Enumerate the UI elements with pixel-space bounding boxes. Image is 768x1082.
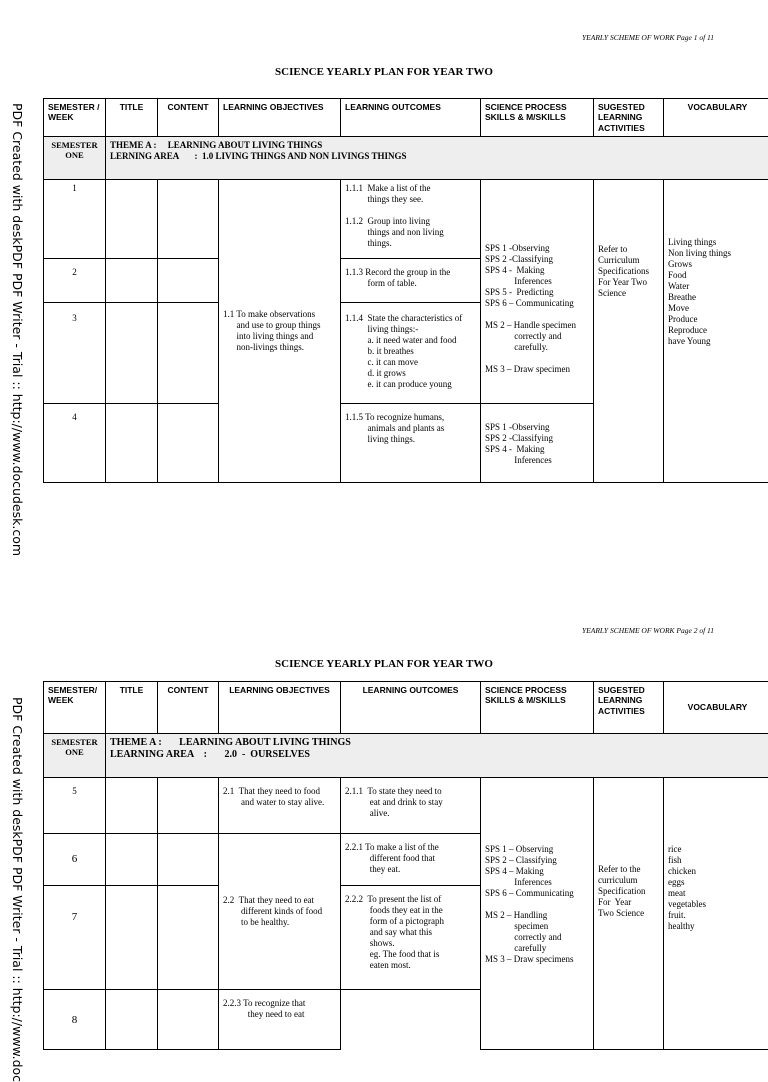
content-cell <box>158 180 219 259</box>
content-cell <box>158 778 219 834</box>
week-number: 1 <box>44 180 106 259</box>
week-number: 5 <box>44 778 106 834</box>
header-row <box>44 682 768 734</box>
title-cell <box>106 886 158 990</box>
suggested-activities: Refer to Curriculum Specifications For Year Two Science <box>594 180 664 483</box>
semester-label: SEMESTER ONE <box>44 137 106 180</box>
title-cell <box>106 834 158 886</box>
content-cell <box>158 259 219 303</box>
column-header: LEARNING OUTCOMES <box>341 682 481 734</box>
title-cell <box>106 404 158 483</box>
column-header: LEARNING OUTCOMES <box>341 99 481 137</box>
learning-outcome: 1.1.4 State the characteristics of living things:- a. it need water and food b. it breathes c. it can move d. it grows e. it can produce young <box>341 303 481 404</box>
learning-area-line: LEARNING AREA : 2.0 - OURSELVES <box>110 749 767 761</box>
semester-label: SEMESTER ONE <box>44 734 106 778</box>
week-number: 6 <box>44 834 106 886</box>
learning-outcome: 2.2.1 To make a list of the different food that they eat. <box>341 834 481 886</box>
theme-cell <box>106 137 768 180</box>
week-number: 3 <box>44 303 106 404</box>
vocabulary-list: Living things Non living things Grows Food Water Breathe Move Produce Reproduce have Young <box>664 180 768 483</box>
title-cell <box>106 180 158 259</box>
table-row <box>44 180 768 259</box>
content-cell <box>158 886 219 990</box>
theme-row <box>44 137 768 180</box>
week-number: 2 <box>44 259 106 303</box>
content-cell <box>158 303 219 404</box>
running-header: YEARLY SCHEME OF WORK Page 1 of 11 <box>582 33 714 42</box>
document-page-2 <box>0 600 768 1024</box>
content-cell <box>158 404 219 483</box>
watermark-text: PDF Created with deskPDF PDF Writer - Trial :: http://www.doc <box>10 697 25 1082</box>
column-header: SUGESTED LEARNING ACTIVITIES <box>594 682 664 734</box>
process-skills: SPS 1 -Observing SPS 2 -Classifying SPS 4 - Making Inferences <box>481 404 594 483</box>
learning-outcome: 1.1.3 Record the group in the form of table. <box>341 259 481 303</box>
theme-row <box>44 734 768 778</box>
column-header: VOCABULARY <box>664 682 768 734</box>
content-cell <box>158 834 219 886</box>
learning-outcome: 1.1.5 To recognize humans, animals and plants as living things. <box>341 404 481 483</box>
vocabulary-list: rice fish chicken eggs meat vegetables fruit. healthy <box>664 778 768 1050</box>
title-cell <box>106 778 158 834</box>
column-header: TITLE <box>106 682 158 734</box>
column-header: SUGESTED LEARNING ACTIVITIES <box>594 99 664 137</box>
learning-outcome: 1.1.1 Make a list of the things they see. 1.1.2 Group into living things and non living things. <box>341 180 481 259</box>
yearly-plan-table <box>43 98 768 483</box>
process-skills: SPS 1 -Observing SPS 2 -Classifying SPS 4 - Making Inferences SPS 5 - Predicting SPS 6 – Communicating MS 2 – Handle specimen correctly and carefully. MS 3 – Draw specimen <box>481 180 594 404</box>
running-header: YEARLY SCHEME OF WORK Page 2 of 11 <box>582 626 714 635</box>
column-header: VOCABULARY <box>664 99 768 137</box>
content-cell <box>158 990 219 1050</box>
header-row <box>44 99 768 137</box>
theme-line: THEME A : LEARNING ABOUT LIVING THINGS <box>110 737 767 749</box>
page-title: SCIENCE YEARLY PLAN FOR YEAR TWO <box>0 658 768 670</box>
column-header: LEARNING OBJECTIVES <box>219 99 341 137</box>
learning-outcome: 2.2.3 To recognize that they need to eat <box>219 990 341 1050</box>
yearly-plan-table <box>43 681 768 1050</box>
page-title: SCIENCE YEARLY PLAN FOR YEAR TWO <box>0 66 768 78</box>
column-header: CONTENT <box>158 99 219 137</box>
title-cell <box>106 259 158 303</box>
column-header: SEMESTER/ WEEK <box>44 682 106 734</box>
column-header: TITLE <box>106 99 158 137</box>
learning-objective: 1.1 To make observations and use to group things into living things and non-livings things. <box>219 180 341 483</box>
learning-objective: 2.1 That they need to food and water to stay alive. <box>219 778 341 834</box>
column-header: LEARNING OBJECTIVES <box>219 682 341 734</box>
title-cell <box>106 303 158 404</box>
column-header: SCIENCE PROCESS SKILLS & M/SKILLS <box>481 682 594 734</box>
title-cell <box>106 990 158 1050</box>
week-number: 7 <box>44 886 106 990</box>
suggested-activities: Refer to the curriculum Specification For Year Two Science <box>594 778 664 1050</box>
learning-outcome: 2.1.1 To state they need to eat and drink to stay alive. <box>341 778 481 834</box>
week-number: 4 <box>44 404 106 483</box>
watermark-text: PDF Created with deskPDF PDF Writer - Trial :: http://www.docudesk.com <box>10 103 25 556</box>
theme-cell <box>106 734 768 778</box>
column-header: SEMESTER / WEEK <box>44 99 106 137</box>
week-number: 8 <box>44 990 106 1050</box>
process-skills: SPS 1 – Observing SPS 2 – Classifying SPS 4 – Making Inferences SPS 6 – Communicating MS 2 – Handling specimen correctly and carefully MS 3 – Draw specimens <box>481 778 594 1050</box>
learning-outcome: 2.2.2 To present the list of foods they eat in the form of a pictograph and say what this shows. eg. The food that is eaten most. <box>341 886 481 990</box>
theme-line: THEME A : LEARNING ABOUT LIVING THINGS <box>110 140 767 151</box>
column-header: CONTENT <box>158 682 219 734</box>
learning-objective: 2.2 That they need to eat different kinds of food to be healthy. <box>219 834 341 990</box>
column-header: SCIENCE PROCESS SKILLS & M/SKILLS <box>481 99 594 137</box>
table-row <box>44 778 768 834</box>
learning-area-line: LERNING AREA : 1.0 LIVING THINGS AND NON LIVINGS THINGS <box>110 151 767 162</box>
